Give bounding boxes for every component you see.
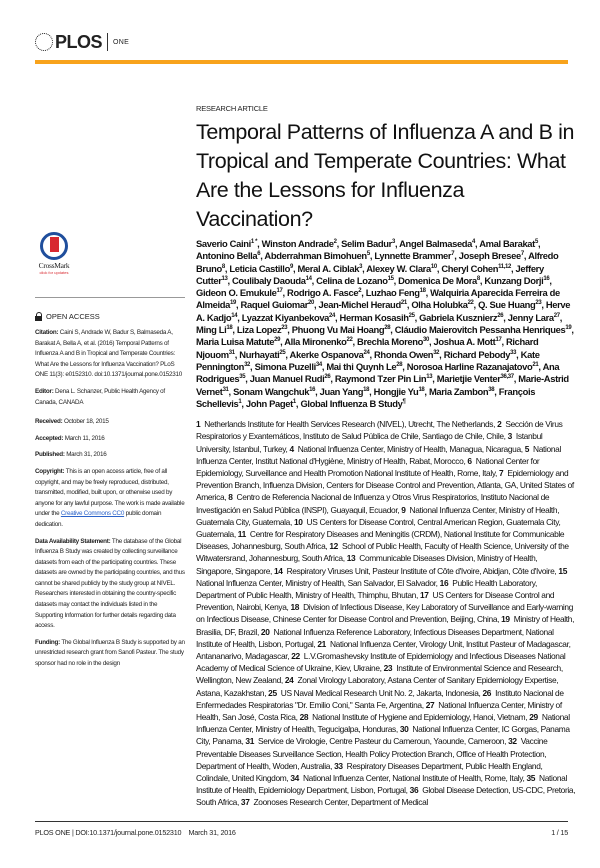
affiliation-number: 37 [240,797,250,808]
affiliation-text: Sección de Virus Respiratorios y Exantemáticos, Instituto de Salud Pública de Chile, Santiago de Chile, Chile, [196,419,563,442]
plos-one-logo[interactable] [35,32,568,52]
author-name: Saverio Caini [196,238,251,249]
author-affiliation-ref: 21 [400,300,407,307]
affiliation-number: 24 [284,675,294,686]
crossmark-label: CrossMark [38,261,70,270]
author-affiliation-ref: 5 [366,251,370,258]
author-name: Global Influenza B Study [300,397,403,409]
affiliation-text: US Naval Medical Research Unit No. 2, Jakarta, Indonesia, [280,687,481,698]
funding-label: Funding: [35,638,60,646]
author-affiliation-ref: 4 [472,238,476,245]
author-affiliation-ref: 5 [534,238,538,245]
author-name: Meral A. Ciblak [297,262,360,274]
affiliation-number: 36 [409,785,419,796]
header-rule [35,60,568,64]
affiliation-number: 7 [499,467,504,478]
author-affiliation-ref: 24 [363,349,370,356]
author-affiliation-ref: 32 [244,361,251,368]
affiliation-text: National Influenza Center, IC Gorgas, Panama City, Panama, [196,724,570,747]
affiliation-number: 25 [268,687,277,698]
affiliation-text: School of Public Health, Faculty of Health Science, University of the Witwatersrand, Johannesburg, South Africa, [196,541,569,564]
affiliation-text: Communicable Diseases Division, Ministry of Health, Singapore, Singapore, [196,553,538,576]
author-affiliation-ref: 19 [565,324,572,331]
author-affiliation-ref: 14 [305,275,312,282]
affiliation-text: US Centers for Disease Control and Prevention, Nairobi, Kenya, [196,590,555,613]
crossmark-badge[interactable] [36,232,72,275]
author-affiliation-ref: 18 [226,324,233,331]
citation-text: Caini S, Andrade W, Badur S, Balmaseda A, Barakat A, Bella A, et al. (2016) Temporal Patterns of Influenza A and B in Tropical and Temperate Countries: What Are the Lessons for Influenza Vaccination? PLoS ONE 11(3): e0152310. doi:10.1371/journal.pone.0152310 [35,329,182,379]
affiliation-number: 31 [245,736,255,747]
open-access-badge [35,312,185,322]
crossmark-icon [40,232,68,260]
funding [35,638,185,670]
author-affiliation-ref: 18 [419,288,426,295]
affiliation-number: 15 [558,565,568,576]
author-affiliation-ref: 10 [430,263,437,270]
plos-globe-icon [35,33,53,51]
copyright-label: Copyright: [35,467,65,475]
author-affiliation-ref: 17 [495,337,502,344]
author-affiliation-ref: 15 [387,275,394,282]
author-name: Juan Yang [319,385,364,397]
logo-divider [107,33,108,51]
affiliation-number: 19 [501,614,510,625]
affiliation-number: 20 [260,626,270,637]
affiliation-text: Istanbul University, Istanbul, Turkey, [196,431,543,454]
affiliation-number: 30 [399,724,409,735]
affiliation-number: 8 [228,492,233,503]
affiliation-number: 34 [290,773,299,784]
author-affiliation-ref: 22 [467,300,474,307]
crossmark-sub: click for updates [39,270,69,275]
author-affiliation-ref: 2 [358,288,362,295]
author-name: Akerke Ospanova [289,348,364,360]
author-name: Jean-Michel Heraud [318,299,401,311]
editor-label: Editor: [35,387,54,395]
affiliation-text: National Center for Epidemiology, Surveillance and Health Promotion National Institute of Health, Rome, Italy, [196,455,540,478]
accepted-label: Accepted: [35,434,64,442]
author-affiliation-ref: 1 * [250,238,258,245]
logo-plos-text: PLOS [55,31,103,52]
affiliation-number: 3 [507,431,512,442]
affiliation-text: Public Health Laboratory, Department of Public Health, Ministry of Health, Thimphu, Bhutan, [196,577,537,600]
author-name: Norosoa Harline Razanajatovo [406,360,533,372]
affiliation-text: National Influenza Center, National Institute of Health, Rome, Italy, [302,773,525,784]
author-name: Hongjie Yu [373,385,419,397]
author-name: Gabriela Kusznierz [419,311,498,323]
author-name: Angel Balmaseda [399,238,473,249]
author-affiliation-ref: 28 [384,324,391,331]
author-name: Marietjie Venter [436,373,501,385]
author-affiliation-ref: 38 [488,386,495,393]
author-name: Jeffery Cutter [196,262,544,286]
author-affiliation-ref: 23 [535,300,542,307]
author-affiliation-ref: 31 [228,349,235,356]
affiliation-list [196,418,576,809]
affiliation-text: Institute of Environmental Science and Research, Wellington, New Zealand, [196,663,563,686]
author-name: Rodrigo A. Fasce [287,287,359,299]
open-access-label: OPEN ACCESS [46,312,100,321]
affiliation-number: 17 [419,590,429,600]
author-affiliation-ref: 7 [520,251,524,258]
affiliation-text: Ministry of Health, Brasilia, DF, Brazil, [196,614,575,637]
sidebar-rule [35,297,185,298]
author-name: Gideon O. Emukule [196,287,277,299]
author-name: Herve A. Kadjo [196,299,571,323]
author-name: Brechla Moreno [357,336,423,348]
affiliation-text: National Influenza Center, Ministry of Health, San José, Costa Rica, [196,699,562,723]
affiliation-number: 22 [291,651,300,662]
affiliation-number: 29 [529,712,538,723]
author-name: Cheryl Cohen [441,262,499,274]
author-name: Nurhayati [239,348,280,360]
author-affiliation-ref: 7 [451,251,455,258]
affiliation-number: 9 [401,504,406,515]
affiliation-number: 33 [334,760,343,771]
author-name: Mai thi Quynh Le [326,360,397,372]
author-name: Jenny Lara [507,311,554,323]
affiliation-number: 5 [524,443,530,454]
author-name: Alfredo Bruno [196,250,559,274]
author-affiliation-ref: ¶ [402,398,406,405]
author-affiliation-ref: 34 [315,361,322,368]
author-affiliation-ref: 29 [274,337,281,344]
affiliation-number: 18 [290,602,300,613]
author-affiliation-ref: 13 [221,275,228,282]
author-affiliation-ref: 1 [292,398,296,405]
affiliation-number: 1 [196,419,201,430]
author-name: Leticia Castillo [229,262,290,274]
affiliation-text: Division of Infectious Disease, Key Laboratory of Surveillance and Early-warning on Infectious Disease, Chinese Center for Disease Control and Prevention, Beijing, China, [196,602,574,625]
author-affiliation-ref: 18 [418,386,425,393]
author-name: Domenica De Mora [398,274,477,286]
author-affiliation-ref: 30 [423,337,429,344]
affiliation-item [268,688,480,698]
footer-doi: PLOS ONE | DOI:10.1371/journal.pone.0152310 [35,827,182,837]
copyright-text-end: public domain dedication. [35,510,162,528]
affiliation-item [274,566,556,576]
author-name: Celina de Lozano [316,274,388,286]
affiliation-number: 26 [482,687,492,698]
author-name: Luzhao Feng [365,287,420,299]
affiliation-text: National Influenza Reference Laboratory, Infectious Diseases Department, National Institute of Health, Lisbon, Portugal, [196,626,554,649]
author-name: Herman Kosasih [339,311,409,323]
affiliation-item [241,797,428,807]
affiliation-item [300,712,528,722]
affiliation-text: Respiratory Viruses Unit, Pasteur Institute of Côte d'Ivoire, Abidjan, Côte d'Ivoire, [286,565,557,576]
affiliation-number: 2 [497,419,502,430]
author-affiliation-ref: 25 [279,349,286,356]
author-name: Lyazzat Kiyanbekova [241,311,330,323]
affiliation-text: US Centers for Disease Control, Central American Region, Guatemala City, Guatemala, [196,516,561,539]
affiliation-text: Zoonoses Research Center, Department of Medical [253,797,428,808]
author-affiliation-ref: 3 [359,263,363,270]
copyright-text: This is an open access article, free of all copyright, and may be freely reproduced, distributed, transmitted, modified, built upon, or otherwise used by anyone for any lawful purpose. The work is made available under the [35,467,185,518]
affiliation-text: Vaccine Preventable Diseases Surveillance Section, Health Policy Protection Branch, Office of Health Protection, Department of Health, Woden, Australia, [196,736,548,771]
author-name: Walquiria Aparecida Ferreira de Almeida [196,287,560,311]
affiliation-item [196,419,495,429]
sidebar [35,104,185,809]
author-affiliation-ref: 22 [346,337,353,344]
author-affiliation-ref: 3 [391,238,395,245]
author-name: Liza Lopez [236,324,282,336]
affiliation-text: National Influenza Center, Institut National d'Hygiène, Ministry of Health, Rabat, Morocco, [196,443,561,466]
author-name: Alexey W. Clara [366,262,431,274]
author-affiliation-ref: 6 [257,251,261,258]
article-type: RESEARCH ARTICLE [196,104,268,113]
author-name: Raquel Guiomar [240,299,309,311]
author-affiliation-ref: 13 [426,374,433,381]
footer-date: March 31, 2016 [188,827,236,837]
author-name: Phuong Vu Mai Hoang [291,324,385,336]
author-affiliation-ref: 32 [433,349,440,356]
author-name: Marie-Astrid Vernet [196,373,569,397]
author-affiliation-ref: 31 [222,386,229,393]
affiliation-text: Instituto Nacional de Enfermedades Respiratorias "Dr. Emilio Coni," Santa Fe, Argentina, [196,687,564,710]
affiliation-text: Centro de Referencia Nacional de Influenza y Otros Virus Respiratorios, Instituto Nacional de Investigación en Salud Pública (INSPI), Guayaquil, Ecuador, [196,492,550,515]
author-affiliation-ref: 33 [510,349,517,356]
author-name: Q. Sue Huang [478,299,536,311]
footer-rule [35,821,568,822]
affiliation-text: Epidemiology and Prevention Branch, Influenza Division, Centers for Disease Control and Prevention, Atlanta, GA, United States of America, [196,467,574,503]
author-name: Maria Zambon [428,385,489,397]
author-name: Cláudio Maierovitch Pessanha Henriques [394,324,566,336]
affiliation-number: 4 [289,443,294,454]
affiliation-number: 16 [439,577,449,588]
author-affiliation-ref: 8 [221,263,225,270]
affiliation-number: 23 [383,663,393,674]
article-title: Temporal Patterns of Influenza A and B in Tropical and Temperate Countries: What Are the Lessons for Influenza Vaccination? [196,120,575,231]
author-affiliation-ref: 20 [308,300,315,307]
affiliation-text: Netherlands Institute for Health Services Research (NIVEL), Utrecht, The Netherlands, [204,419,496,430]
affiliation-text: Global Disease Detection, US-CDC, Pretoria, South Africa, [196,785,576,808]
affiliation-text: National Influenza Center, Ministry of Health, Managua, Nicaragua, [297,443,523,454]
received-label: Received: [35,418,63,426]
affiliation-text: Respiratory Diseases Department, Public Health England, Colindale, United Kingdom, [196,760,543,784]
page-number: 1 / 15 [551,827,568,837]
affiliation-item [289,444,522,454]
author-name: Joshua A. Mott [433,336,496,348]
author-name: Richard Njouom [196,336,539,360]
author-affiliation-ref: 25 [408,312,415,319]
affiliation-number: 13 [346,553,356,564]
author-affiliation-ref: 9 [289,263,293,270]
affiliation-number: 32 [508,736,517,747]
author-name: Coulibaly Daouda [232,274,306,286]
affiliation-item [245,736,506,746]
author-affiliation-ref: 23 [281,324,288,331]
author-affiliation-ref: 16 [309,386,316,393]
footer [35,809,568,868]
affiliation-number: 6 [467,455,472,466]
author-affiliation-ref: 8 [476,275,480,282]
author-name: François Schellevis [196,385,536,409]
affiliation-number: 35 [526,773,536,784]
affiliation-text: Service de Virologie, Centre Pasteur du Cameroun, Yaounde, Cameroon, [258,736,507,747]
logo-one-text: ONE [113,38,130,46]
affiliation-number: 10 [293,516,303,527]
author-name: Alla Mironenko [284,336,347,348]
author-affiliation-ref: 35 [239,374,246,381]
author-name: Amal Barakat [479,238,535,249]
author-affiliation-ref: 21 [532,361,539,368]
affiliation-number: 12 [329,541,338,552]
copyright [35,467,185,531]
published-label: Published: [35,451,65,459]
author-name: Selim Badur [341,238,392,249]
data-availability-label: Data Availability Statement: [35,537,111,545]
author-name: Lynnette Brammer [374,250,452,262]
author-name: Joseph Bresee [458,250,521,262]
affiliation-item [290,773,524,783]
affiliation-text: National Institute of Hygiene and Epidemiology, Hanoi, Vietnam, [312,712,528,723]
footer-citation [35,828,236,838]
citation-label: Citation: [35,329,59,336]
received [35,417,185,428]
author-name: Ana Rodrigues [196,360,560,385]
author-name: Maria Luisa Matute [196,336,275,348]
author-affiliation-ref: 16 [543,275,550,282]
accepted [35,434,185,445]
author-name: Juan Manuel Rudi [249,373,325,385]
published-date: March 31, 2016 [66,451,107,459]
author-name: Richard Pebody [443,348,511,360]
author-name: John Paget [245,397,293,409]
editor [35,387,185,408]
data-availability-text: The database of the Global Influenza B Study was created by collecting surveillance datasets from each of the participating countries. These datasets are owned by the participating countries, and thus cannot be shared publicly by the study group at NIVEL. Researchers interested in obtaining the country-specific datasets may contact the individuals listed in the Supporting Information for further details regarding data access. [35,537,185,630]
author-affiliation-ref: 27 [553,312,560,319]
affiliation-number: 28 [299,712,309,723]
author-name: Simona Puzelli [254,360,316,372]
author-name: Winston Andrade [261,238,334,249]
affiliation-text: National Influenza Center, Virology Unit, Institut Pasteur of Madagascar, Antananarivo, Madagascar, [196,638,571,662]
author-name: Raymond Tzer Pin Lin [334,373,427,385]
author-affiliation-ref: 24 [329,312,336,319]
author-name: Kate Pennington [196,348,540,372]
received-date: October 18, 2015 [64,418,109,426]
accepted-date: March 11, 2016 [64,434,105,442]
citation [35,328,185,381]
author-name: Antonino Bella [196,250,258,262]
author-affiliation-ref: 18 [363,386,370,393]
author-name: Kunzang Dorji [484,274,544,286]
author-affiliation-ref: 1 [238,398,242,405]
affiliation-text: Centre for Respiratory Diseases and Meningitis (CRDM), National Institute for Communicable Diseases, Johannesburg, South Africa, [196,528,565,552]
author-affiliation-ref: 19 [230,300,237,307]
affiliation-text: Zonal Virology Laboratory, Astana Center of Sanitary Epidemiology Expertise, Astana, Kazakhstan, [196,675,559,698]
author-affiliation-ref: 36,37 [500,374,514,381]
main-column [196,104,576,809]
author-affiliation-ref: 28 [396,361,403,368]
author-affiliation-ref: 2 [333,238,337,245]
content-row [35,104,576,809]
affiliation-text: National Influenza Center, Ministry of Health, Tegucigalpa, Honduras, [196,712,570,735]
author-affiliation-ref: 17 [276,288,283,295]
affiliation-text: National Influenza Center, Ministry of Health, San Salvador, El Salvador, [196,577,438,588]
cc0-link[interactable]: Creative Commons CC0 [60,510,125,518]
author-name: Rhonda Owen [374,348,434,360]
data-availability [35,537,185,632]
author-list: Saverio Caini$^{1 *}$, Winston Andrade$^2$, Selim Badur$^3$, Angel Balmaseda$^4$, Amal Barakat$^5$, Antonino Bella$^6$, Abderrahman Bimohuen$^5$, Lynnette Brammer$^7$, Joseph Bresee$^7$, Alfredo Bruno$^8$, Leticia Castillo$^9$, Meral A. Ciblak$^3$, Alexey W. Clara$^{10}$, Cheryl Cohen$^{11,12}$, Jeffery Cutter$^{13}$, Coulibaly Daouda$^{14}$, Celina de Lozano$^{15}$, Domenica De Mora$^8$, Kunzang Dorji$^{16}$, Gideon O. Emukule$^{17}$, Rodrigo A. Fasce$^2$, Luzhao Feng$^{18}$, Walquiria Aparecida Ferreira de Almeida$^{19}$, Raquel Guiomar$^{20}$, Jean-Michel Heraud$^{21}$, Olha Holubka$^{22}$, Q. Sue Huang$^{23}$, Herve A. Kadjo$^{14}$, Lyazzat Kiyanbekova$^{24}$, Herman Kosasih$^{25}$, Gabriela Kusznierz$^{26}$, Jenny Lara$^{27}$, Ming Li$^{18}$, Liza Lopez$^{23}$, Phuong Vu Mai Hoang$^{28}$, Cláudio Maierovitch Pessanha Henriques$^{19}$, Maria Luisa Matute$^{29}$, Alla Mironenko$^{22}$, Brechla Moreno$^{30}$, Joshua A. Mott$^{17}$, Richard Njouom$^{31}$, Nurhayati$^{25}$, Akerke Ospanova$^{24}$, Rhonda Owen$^{32}$, Richard Pebody$^{33}$, Kate Pennington$^{32}$, Simona Puzelli$^{34}$, Mai thi Quynh Le$^{28}$, Norosoa Harline Razanajatovo$^{21}$, Ana Rodrigues$^{35}$, Juan Manuel Rudi$^{26}$, Raymond Tzer Pin Lin$^{13}$, Marietjie Venter$^{36,37}$, Marie-Astrid Vernet$^{31}$, Sonam Wangchuk$^{16}$, Juan Yang$^{18}$, Hongjie Yu$^{18}$, Maria Zambon$^{38}$, François Schellevis$^1$, John Paget$^1$, Global Influenza B Study¶ [196,238,574,409]
affiliation-number: 21 [317,638,326,649]
footer-line [35,828,568,838]
affiliation-number: 27 [425,699,435,710]
author-name: Abderrahman Bimohuen [264,250,367,262]
affiliation-number: 11 [237,528,246,539]
affiliation-text: National Influenza Center, Ministry of Health, Guatemala City, Guatemala, [196,504,560,527]
author-name: Ming Li [196,324,227,336]
affiliation-text: L.V.Gromashevsky Institute of Epidemiology and Infectious Diseases National Academy of Medical Science of Ukraine, Kiev, Ukraine, [196,651,566,674]
author-name: Olha Holubka [411,299,468,311]
funding-text: The Global Influenza B Study is supported by an unrestricted research grant from Sanofi Pasteur. The study sponsor had no role in the design [35,638,185,668]
published [35,450,185,461]
affiliation-text: National Institute of Health, Epidemiology Department, Lisbon, Portugal, [196,773,567,796]
editor-text: Dena L. Schanzer, Public Health Agency of Canada, CANADA [35,387,165,406]
author-affiliation-ref: 26 [497,312,504,319]
author-name: Sonam Wangchuk [233,385,310,397]
author-affiliation-ref: 11,12 [498,263,512,270]
affiliation-number: 14 [273,565,283,576]
author-affiliation-ref: 26 [324,374,331,381]
open-lock-icon [35,313,42,321]
author-affiliation-ref: 14 [231,312,238,319]
